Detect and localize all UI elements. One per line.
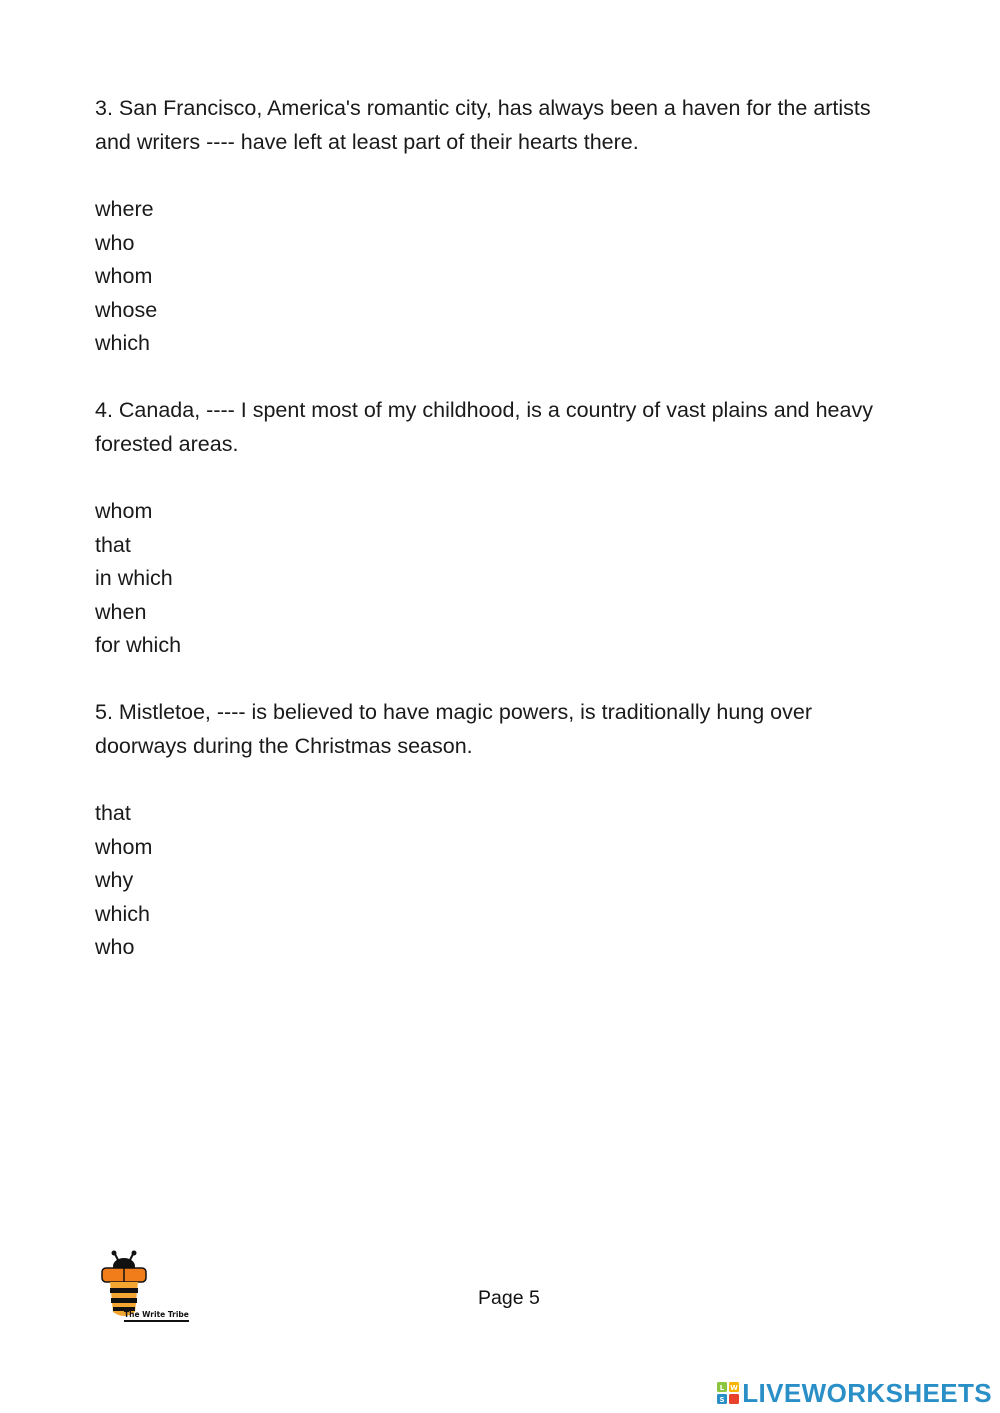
option-item[interactable]: whom (95, 499, 153, 523)
icon-letter: L (720, 1384, 725, 1392)
option-item[interactable]: who (95, 935, 135, 959)
option-item[interactable]: in which (95, 566, 173, 590)
option-item[interactable]: which (95, 331, 150, 355)
liveworksheets-wordmark: LIVEWORKSHEETS (742, 1378, 992, 1408)
question-5-text: 5. Mistletoe, ---- is believed to have magic powers, is traditionally hung over doorways during the Christmas season. (95, 700, 812, 758)
option-item[interactable]: that (95, 532, 131, 557)
option-item[interactable]: why (95, 868, 134, 892)
option-item[interactable]: for which (95, 633, 182, 657)
logo-wordmark: The Write Tribe (124, 1310, 189, 1322)
option-item[interactable]: who (95, 230, 135, 255)
option-item[interactable]: which (95, 901, 150, 926)
question-3-text: 3. San Francisco, America's romantic city, has always been a haven for the artists and writers ---- have left at least part of their hearts there. (95, 96, 871, 154)
option-item[interactable]: whose (95, 297, 158, 322)
question-4-text: 4. Canada, ---- I spent most of my childhood, is a country of vast plains and heavy forested areas. (95, 398, 873, 456)
icon-letter: W (730, 1384, 739, 1392)
option-item[interactable]: whom (95, 264, 153, 288)
option-item[interactable]: where (95, 197, 154, 221)
question-3-options (95, 193, 157, 361)
option-item[interactable]: that (95, 801, 131, 825)
icon-letter: S (719, 1396, 725, 1404)
write-tribe-logo (98, 1250, 208, 1328)
option-item[interactable]: when (95, 599, 147, 624)
page-number: Page 5 (478, 1287, 540, 1309)
liveworksheets-brand[interactable] (717, 1377, 992, 1409)
liveworksheets-logo-icon (717, 1382, 739, 1404)
question-4-options (95, 495, 181, 663)
question-5-options (95, 797, 152, 965)
option-item[interactable]: whom (95, 834, 153, 859)
